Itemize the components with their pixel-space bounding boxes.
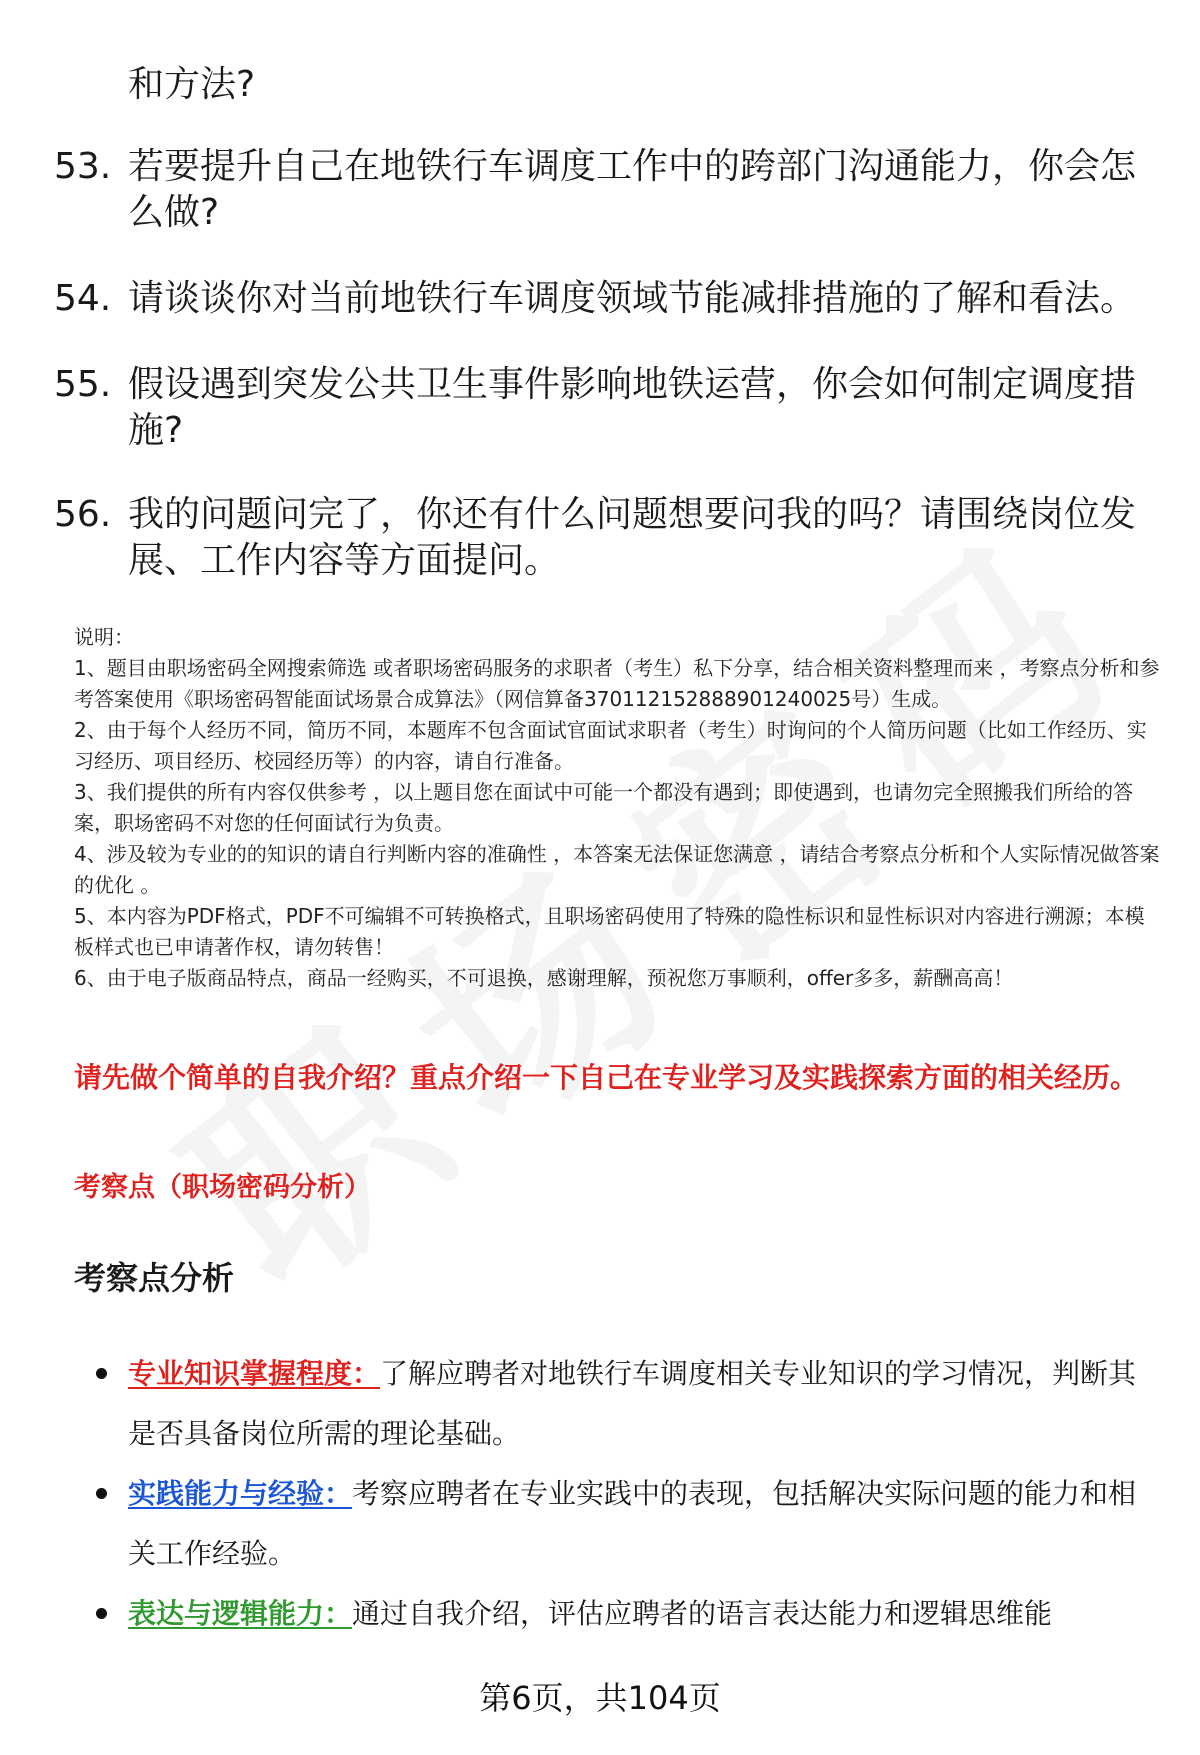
- bullet-item: [96, 1464, 1156, 1584]
- bullet-dot-icon: [96, 1488, 107, 1499]
- bullet-content: [128, 1464, 1156, 1584]
- question-text: 若要提升自己在地铁行车调度工作中的跨部门沟通能力，你会怎么做?: [128, 146, 1137, 233]
- question-text: 请谈谈你对当前地铁行车调度领域节能减排措施的了解和看法。: [128, 278, 1137, 319]
- question-number: 54.: [54, 278, 112, 319]
- question-number: 56.: [54, 494, 112, 535]
- question-text: 我的问题问完了，你还有什么问题想要问我的吗？请围绕岗位发展、工作内容等方面提问。: [128, 494, 1137, 581]
- interview-question: 请先做个简单的自我介绍？重点介绍一下自己在专业学习及实践探索方面的相关经历。: [74, 1061, 1139, 1094]
- bullet-text: 通过自我介绍，评估应聘者的语言表达能力和逻辑思维能: [352, 1597, 1053, 1630]
- question-53: [54, 144, 1144, 236]
- question-number: 53.: [54, 146, 112, 187]
- note-item: 4、涉及较为专业的的知识的请自行判断内容的准确性 ，本答案无法保证您满意 ，请结合考察点分析和个人实际情况做答案的优化 。: [74, 842, 1160, 897]
- note-item: 6、由于电子版商品特点，商品一经购买，不可退换，感谢理解，预祝您万事顺利，offer多多，薪酬高高！: [74, 966, 1014, 990]
- bullet-key: 专业知识掌握程度：: [128, 1357, 381, 1390]
- note-item: 2、由于每个人经历不同，简历不同，本题库不包含面试官面试求职者（考生）时询问的个人简历问题（比如工作经历、实习经历、项目经历、校园经历等）的内容，请自行准备。: [74, 718, 1147, 773]
- note-item: 1、题目由职场密码全网搜索筛选 或者职场密码服务的求职者（考生）私下分享，结合相关资料整理而来 ，考察点分析和参考答案使用《职场密码智能面试场景合成算法》（网信算备370112152888901240025号）生成。: [74, 656, 1160, 711]
- question-56: [54, 492, 1144, 584]
- notes-heading: 说明：: [74, 625, 134, 649]
- section-heading: 考察点分析: [74, 1259, 235, 1297]
- bullet-item: [96, 1344, 1156, 1464]
- question-number: 55.: [54, 364, 112, 405]
- bullet-content: [128, 1344, 1156, 1464]
- bullet-key: 实践能力与经验：: [128, 1477, 353, 1510]
- note-item: 5、本内容为PDF格式，PDF不可编辑不可转换格式，且职场密码使用了特殊的隐性标识和显性标识对内容进行溯源；本模板样式也已申请著作权，请勿转售！: [74, 904, 1145, 959]
- notes-section: [74, 622, 1160, 994]
- bullet-item: [96, 1584, 1156, 1644]
- bullet-content: [128, 1584, 1156, 1644]
- bullet-dot-icon: [96, 1608, 107, 1619]
- bullet-text: 了解应聘者对地铁行车调度相关专业知识的学习情况，判断其是否具备岗位所需的理论基础。: [128, 1357, 1137, 1450]
- analysis-subtitle: 考察点（职场密码分析）: [74, 1172, 371, 1203]
- question-continuation: 和方法?: [128, 64, 256, 105]
- bullet-text: 考察应聘者在专业实践中的表现，包括解决实际问题的能力和相关工作经验。: [128, 1477, 1137, 1570]
- question-text: 假设遇到突发公共卫生事件影响地铁运营，你会如何制定调度措施?: [128, 364, 1137, 451]
- bullet-key: 表达与逻辑能力：: [128, 1597, 353, 1630]
- question-54: [54, 276, 1144, 322]
- question-55: [54, 362, 1144, 454]
- page-footer: 第6页，共104页: [479, 1679, 721, 1717]
- bullet-dot-icon: [96, 1368, 107, 1379]
- note-item: 3、我们提供的所有内容仅供参考 ，以上题目您在面试中可能一个都没有遇到；即使遇到，也请勿完全照搬我们所给的答案，职场密码不对您的任何面试行为负责。: [74, 780, 1134, 835]
